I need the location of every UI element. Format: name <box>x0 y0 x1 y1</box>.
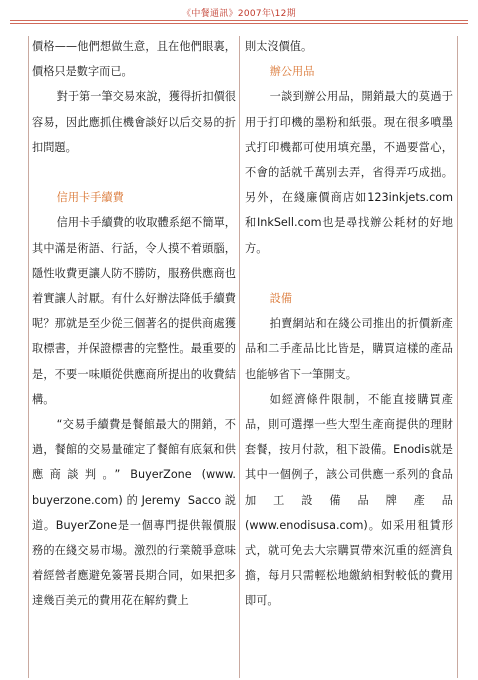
header-rule-top <box>10 20 468 21</box>
paragraph: 則太沒價值。 <box>245 40 313 53</box>
paragraph: “交易手續費是餐館最大的開銷，不過，餐館的交易量確定了餐館有底氣和供應商談判。” BuyerZone (www. buyerzone.com)的Jeremy Sacco説道。BuyerZone是一個專門提供報價服務的在綫交易市場。激烈的行業競爭意味着經營者應避免簽署長期合同，如果把多達幾百美元的費用花在解約費上 <box>32 418 236 608</box>
paragraph: 一談到辦公用品，開銷最大的莫過于用于打印機的墨粉和紙張。現在很多噴墨式打印機都可使用填充墨，不過要當心，不會的話就千萬别去弄，省得弄巧成拙。另外，在綫廉價商店如123inkjets.com和InkSell.com也是尋找辦公耗材的好地方。 <box>245 90 453 255</box>
section-heading-equipment: 設備 <box>269 292 293 306</box>
header-rule-bottom <box>10 23 468 24</box>
column-rule-right <box>457 36 458 678</box>
column-rule-center <box>239 36 240 678</box>
page-header: 《中餐通訊》2007年\12期 <box>182 9 296 19</box>
paragraph: 對于第一筆交易來說，獲得折扣價很容易，因此應抓住機會談好以后交易的折扣問題。 <box>32 90 236 154</box>
left-column <box>32 34 236 614</box>
column-rule-left <box>28 36 29 678</box>
right-column <box>245 34 453 614</box>
section-heading-credit-card-fees: 信用卡手續費 <box>56 191 124 205</box>
paragraph: 如經濟條件限制，不能直接購買產品，則可選擇一些大型生產商提供的理財套餐，按月付款，租下設備。Enodis就是其中一個例子，該公司供應一系列的食品加工設備品牌產品(www.enodisusa.com)。如采用租賃形式，就可免去大宗購買帶來沉重的經濟負擔，每月只需輕松地繳納相對較低的費用即可。 <box>245 392 453 608</box>
paragraph: 價格——他們想做生意，且在他們眼裏，價格只是數字而已。 <box>32 40 236 79</box>
paragraph: 拍賣網站和在綫公司推出的折價新產品和二手產品比比皆是，購買這樣的產品也能够省下一筆開支。 <box>245 317 453 381</box>
section-heading-office-supplies: 辦公用品 <box>269 65 315 79</box>
paragraph: 信用卡手續費的收取體系絕不簡單，其中滿是術語、行話，令人摸不着頭腦，隱性收費更讓人防不勝防，服務供應商也着實讓人討厭。有什么好辦法降低手續費呢？那就是至少從三個著名的提供商處獲取標書，并保證標書的完整性。最重要的是，不要一味順從供應商所提出的收費結構。 <box>32 216 236 406</box>
